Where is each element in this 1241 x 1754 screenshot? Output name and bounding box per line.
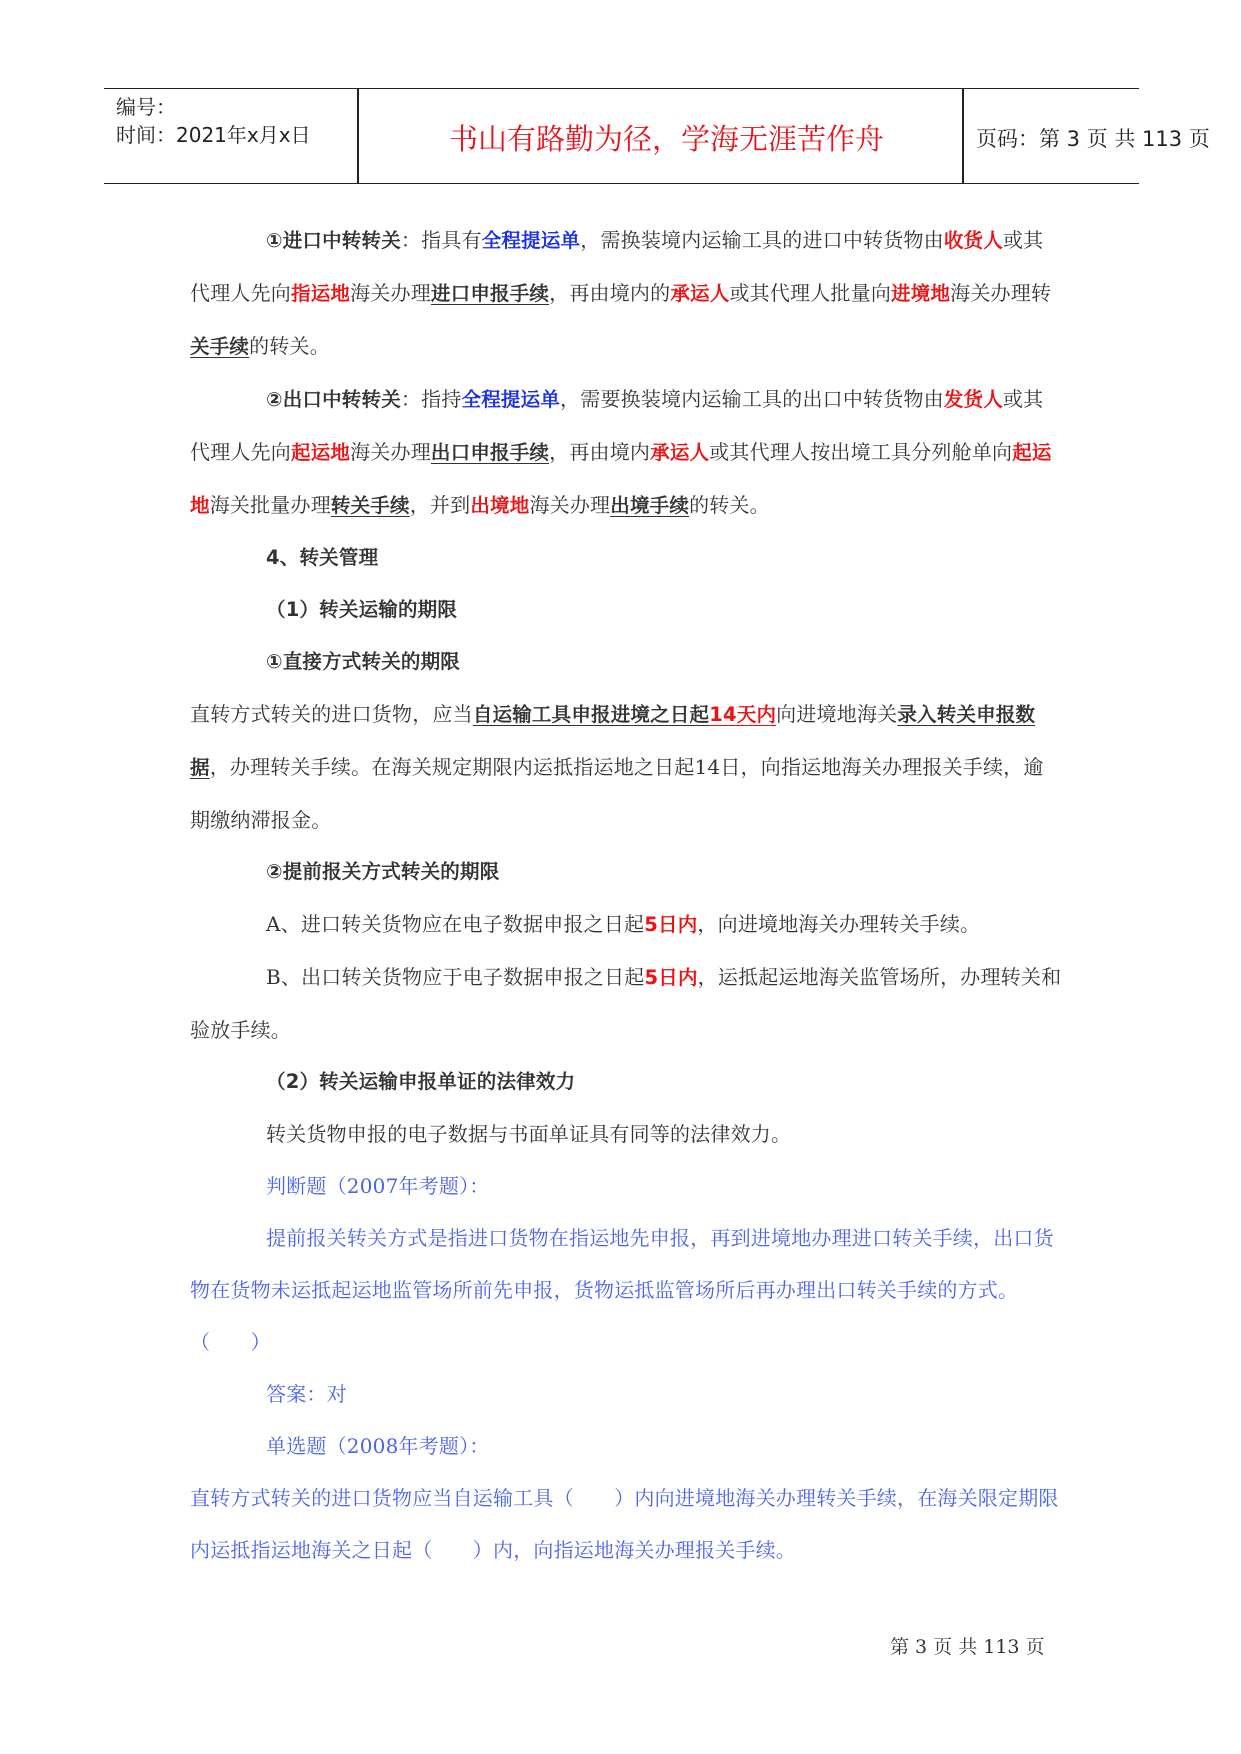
header-divider	[962, 89, 964, 183]
heading-early-declaration-limit: ②提前报关方式转关的期限	[266, 860, 500, 883]
paragraph-export-transit: ②出口中转转关：指持全程提运单，需要换装境内运输工具的出口中转货物由发货人或其代理人先向起运地海关办理出口申报手续，再由境内承运人或其代理人按出境工具分列舱单向起运地海关批量办理转关手续，并到出境地海关办理出境手续的转关。	[190, 387, 1052, 517]
header-meta	[116, 93, 311, 149]
paragraph-direct-transit: 直转方式转关的进口货物，应当自运输工具申报进境之日起14天内向进境地海关录入转关申报数据，办理转关手续。在海关规定期限内运抵指运地之日起14日，向指运地海关办理报关手续，逾期缴纳滞报金。	[190, 702, 1044, 832]
heading-legal-effect: （2）转关运输申报单证的法律效力	[266, 1070, 576, 1093]
question-label-true-false: 判断题（2007年考题）：	[266, 1174, 490, 1198]
header-page-info: 页码：第 3 页 共 113 页	[976, 127, 1210, 151]
heading-transit-time-limit: （1）转关运输的期限	[266, 598, 458, 621]
heading-direct-transit-limit: ①直接方式转关的期限	[266, 650, 461, 673]
page-header	[104, 88, 1210, 184]
paragraph-item-a: A、进口转关货物应在电子数据申报之日起5日内，向进境地海关办理转关手续。	[266, 912, 981, 936]
heading-transit-management: 4、转关管理	[266, 546, 379, 569]
document-number-label: 编号：	[116, 95, 176, 119]
paragraph-import-transit: ①进口中转转关：指具有全程提运单，需换装境内运输工具的进口中转货物由收货人或其代理人先向指运地海关办理进口申报手续，再由境内的承运人或其代理人批量向进境地海关办理转关手续的转关。	[190, 228, 1052, 358]
question-label-single-choice: 单选题（2008年考题）：	[266, 1434, 490, 1458]
page-footer: 第 3 页 共 113 页	[890, 1636, 1045, 1658]
document-time-label: 时间：2021年x月x日	[116, 123, 311, 147]
document-body	[190, 214, 1062, 1576]
header-motto: 书山有路勤为径，学海无涯苦作舟	[448, 122, 884, 156]
question-answer: 答案：对	[266, 1382, 347, 1406]
header-divider	[357, 89, 359, 183]
question-text-single-choice: 直转方式转关的进口货物应当自运输工具（ ）内向进境地海关办理转关手续，在海关限定期限内运抵指运地海关之日起（ ）内，向指运地海关办理报关手续。	[190, 1486, 1059, 1562]
question-text-true-false: 提前报关转关方式是指进口货物在指运地先申报，再到进境地办理进口转关手续，出口货物在货物未运抵起运地监管场所前先申报，货物运抵监管场所后再办理出口转关手续的方式。（ ）	[190, 1226, 1054, 1354]
paragraph-legal-effect: 转关货物申报的电子数据与书面单证具有同等的法律效力。	[266, 1122, 792, 1146]
paragraph-item-b: B、出口转关货物应于电子数据申报之日起5日内，运抵起运地海关监管场所，办理转关和验放手续。	[190, 965, 1062, 1042]
